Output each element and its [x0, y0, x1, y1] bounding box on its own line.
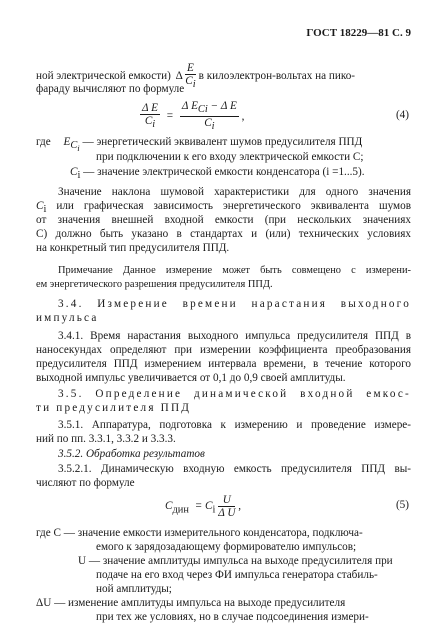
fraction-numerator: Δ E — [181, 100, 198, 112]
text-line: ний по пп. 3.3.1, 3.3.2 и 3.3.3. — [36, 433, 176, 445]
text-line: на конкретный тип предусилителя ППД. — [36, 242, 230, 254]
text-line: $C_i$ или графическая зависимость энергетического эквивалента шумов — [36, 200, 412, 216]
fraction-denominator: C — [144, 115, 153, 128]
text-line: предусилителя ППД измерением интервала времени, в течение которого — [36, 358, 411, 370]
fraction-numerator: E — [187, 62, 194, 74]
fraction-denominator: C — [204, 117, 212, 130]
text-fragment: ной электрической емкости) — [36, 70, 171, 83]
equation-number: (4) — [395, 109, 409, 121]
text-line: ной амплитуды; — [96, 583, 172, 595]
section-heading: 3.5. Определение динамической входной емкос- — [58, 388, 411, 400]
formula-4: $\frac{\text{Δ E}}{C_i}$ = $\frac{\Delta E_{Ci} - \Delta E}{C_i}$ , — [142, 100, 245, 133]
fraction-denominator: Δ U — [218, 507, 236, 519]
fraction-numerator: U — [218, 494, 235, 507]
text-line: фараду вычисляют по формуле — [36, 83, 185, 95]
section-heading: 3.4. Измерение времени нарастания выходного — [58, 298, 411, 310]
section-heading: ти предусилителя ППД — [36, 402, 192, 414]
text-line: 3.5.2.1. Динамическую входную емкость предусилителя ППД вы- — [58, 463, 411, 475]
text-line: при подключении к его входу электрической емкости C; — [96, 151, 364, 163]
text-line: числяют по формуле — [36, 477, 135, 489]
text-line: наносекундах определяют при измерении коэффициента преобразования — [36, 344, 411, 356]
text-line: ной электрической емкости) Δ $\frac{E}{C_i}$ в килоэлектрон-вольтах на пико- — [36, 62, 356, 91]
text-line: Значение наклона шумовой характеристики для одного значения — [58, 186, 411, 198]
note-line: Примечание Данное измерение может быть совмещено с измерени- — [58, 265, 411, 276]
text-line: ΔU — изменение амплитуды импульса на выходе предусилителя — [36, 597, 346, 609]
fraction-denominator: $C_i$ — [185, 75, 196, 91]
text-line: от значения внешней входной емкости (при нескольких значениях — [36, 214, 411, 226]
text-line: емого к зарядозадающему формирователю импульсов; — [96, 541, 357, 553]
equation-number: (5) — [395, 499, 409, 511]
text-line: подаче на его вход через ФИ импульса генератора стабиль- — [96, 569, 378, 581]
text-line: C) должно быть указано в стандартах и (или) технических условиях — [36, 228, 411, 240]
text-line: 3.5.1. Аппаратура, подготовка к измерению и проведение измере- — [58, 419, 411, 431]
text-line: выходной импульс увеличивается от 0,1 до 0,9 своей амплитуды. — [36, 372, 346, 384]
formula-5: $C_{дин} = C_i$ $\frac{U}{\text{Δ U}}$ , — [165, 494, 242, 519]
text-line: 3.4.1. Время нарастания выходного импульса предусилителя ППД в — [58, 330, 411, 342]
text-fragment: в килоэлектрон-вольтах на пико- — [198, 70, 356, 83]
text-line: где $E_{C_i}$ — энергетический эквивалент шумов предусилителя ППД — [36, 136, 363, 154]
page-header: ГОСТ 18229—81 С. 9 — [306, 27, 411, 39]
section-heading: импульса — [36, 312, 99, 324]
text-line: при тех же условиях, но в случае подсоединения измери- — [96, 611, 369, 623]
fraction-numerator: Δ E — [142, 102, 158, 115]
text-line: U — значение амплитуды импульса на выходе предусилителя при — [78, 555, 393, 567]
note-line: ем энергетического разрешения предусилителя ППД. — [36, 279, 273, 290]
text-line: $C_i$ — значение электрической емкости конденсатора (i =1...5). — [70, 166, 365, 182]
text-line: 3.5.2. Обработка результатов — [58, 448, 205, 460]
text-line: где C — значение емкости измерительного конденсатора, подключа- — [36, 527, 363, 539]
